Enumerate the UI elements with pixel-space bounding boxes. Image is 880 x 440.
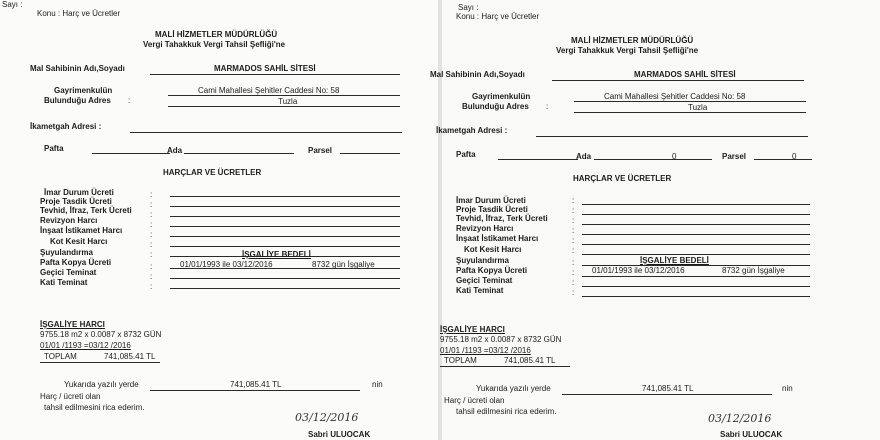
fee-label: Proje Tasdik Ücreti: [40, 197, 112, 206]
fee-line: [582, 286, 810, 287]
parsel-value: 0: [792, 152, 797, 161]
sayi-label: Sayı :: [458, 3, 479, 12]
property-label-1: Gayrimenkulün: [472, 92, 531, 101]
calc-dates: 01/01 /1193 =03/12 /2016: [40, 341, 131, 350]
fee-label: İmar Durum Ücreti: [456, 196, 526, 205]
fee-label: Tevhid, İfraz, Terk Ücreti: [40, 206, 132, 215]
office-title: MALİ HİZMETLER MÜDÜRLÜĞÜ: [571, 36, 694, 45]
calc-formula: 9755.18 m2 x 0.0087 x 8732 GÜN: [40, 330, 162, 339]
fee-line: [170, 196, 400, 197]
fee-line: [582, 214, 810, 215]
total-line: [440, 366, 570, 367]
closing-line2: Harç / ücreti olan: [40, 392, 101, 401]
closing-line: [150, 390, 360, 391]
closing-amount: 741,085.41 TL: [642, 384, 694, 393]
parsel-label: Parsel: [308, 146, 333, 155]
isgaliye-days: 8732 gün İşgaliye: [312, 260, 375, 269]
fee-label: Geçici Teminat: [456, 276, 513, 285]
fee-label: Kati Teminat: [40, 278, 88, 287]
signer-name: Sabri ULUOCAK: [720, 430, 783, 439]
fee-line: [170, 278, 400, 279]
ada-label: Ada: [576, 152, 592, 161]
isgaliye-days: 8732 gün İşgaliye: [722, 266, 785, 275]
fee-label: Şuyulandırma: [456, 256, 509, 265]
signature-date: 03/12/2016: [708, 412, 772, 425]
property-label-2: Bulunduğu Adres: [44, 96, 111, 105]
owner-value: MARMADOS SAHİL SİTESİ: [634, 70, 736, 79]
calc-heading: İŞGALİYE HARCI: [440, 325, 505, 334]
district-line: [168, 106, 400, 107]
owner-line: [150, 74, 400, 75]
calc-dates: 01/01 /1193 =03/12 /2016: [440, 346, 531, 355]
fee-line: [582, 234, 810, 235]
fee-line: [170, 216, 400, 217]
fee-label: Geçici Teminat: [40, 268, 97, 277]
fee-label: Proje Tasdik Ücreti: [456, 205, 528, 214]
pafta-label: Pafta: [456, 150, 476, 159]
fees-title: HARÇLAR VE ÜCRETLER: [163, 168, 262, 177]
owner-line: [552, 80, 804, 81]
closing-line3: tahsil edilmesini rica ederim.: [456, 407, 557, 416]
closing-nin: nin: [782, 384, 793, 393]
konu-label: Konu : Harç ve Ücretler: [37, 9, 121, 18]
fee-line: [170, 226, 400, 227]
property-label-2: Bulunduğu Adres: [462, 102, 529, 111]
closing-line3: tahsil edilmesini rica ederim.: [44, 403, 145, 412]
calc-formula: 9755.18 m2 x 0.0087 x 8732 GÜN: [440, 335, 562, 344]
closing-line1: Yukarıda yazılı yerde: [476, 384, 551, 393]
document-page-left: Sayı : Konu : Harç ve Ücretler MALİ HİZMETLER MÜDÜRLÜĞÜ Vergi Tahakkuk Vergi Tahsil Şefliği'ne Mal Sahibinin Adı,Soyadı MARMADOS SAHİL SİTESİ Gayrimenkulün Bulunduğu Adres : Cami Mahallesi Şehitler Caddesi No: 58 Tuzla İkametgah Adresi : Pafta Ada Parsel HARÇLAR VE ÜCRETLER İmar Durum Ücreti Proje Tasdik Ücreti Tevhid, İfraz, Terk Ücreti Revizyon Harcı İnşaat İstikamet Harcı Kot Kesit Harcı Şuyulandırma Pafta Kopya Ücreti Geçici Teminat Kati Teminat : : : : : : : : : : İŞGALİYE BEDELİ 01/01/1993 ile 03/12/2016 8732 gün İşgaliye İŞGALİYE HARCI 9755.18 m2 x 0.0087 x 8732 GÜN 01/01 /1193 =03/12 /2016 TOPLAM 741,085.41 TL Yukarıda yazılı yerde 741,085.41 TL nin Harç / ücreti olan tahsil edilmesini rica ederim. 03/12/2016 Sabri ULUOCAK: [0, 0, 438, 440]
isgaliye-heading: İŞGALİYE BEDELİ: [242, 250, 311, 259]
fees-title: HARÇLAR VE ÜCRETLER: [573, 174, 672, 183]
ada-line: [594, 159, 712, 160]
property-district: Tuzla: [278, 97, 298, 106]
sayi-label: Sayı :: [2, 0, 23, 9]
fee-line: [170, 288, 400, 289]
pafta-line: [92, 153, 170, 154]
fee-label: Kati Teminat: [456, 286, 504, 295]
ikametgah-label: İkametgah Adresi :: [436, 126, 508, 135]
closing-line2: Harç / ücreti olan: [444, 396, 505, 405]
owner-label: Mal Sahibinin Adı,Soyadı: [30, 64, 125, 73]
fee-line: [170, 206, 400, 207]
isgaliye-period: 01/01/1993 ile 03/12/2016: [592, 266, 685, 275]
fee-line: [582, 204, 810, 205]
owner-value: MARMADOS SAHİL SİTESİ: [214, 64, 316, 73]
address-line: [168, 95, 400, 96]
fee-line: [170, 236, 400, 237]
closing-line: [562, 394, 772, 395]
fee-label: İmar Durum Ücreti: [44, 188, 114, 197]
ada-label: Ada: [167, 146, 183, 155]
fee-label: Pafta Kopya Ücreti: [40, 258, 112, 267]
isgaliye-heading: İŞGALİYE BEDELİ: [640, 256, 709, 265]
fee-label: Pafta Kopya Ücreti: [456, 266, 528, 275]
closing-amount: 741,085.41 TL: [230, 380, 282, 389]
total-value: 741,085.41 TL: [104, 352, 156, 361]
fee-label: Kot Kesit Harcı: [50, 237, 108, 246]
office-subtitle: Vergi Tahakkuk Vergi Tahsil Şefliği'ne: [556, 46, 699, 55]
fee-label: Revizyon Harcı: [40, 216, 98, 225]
owner-label: Mal Sahibinin Adı,Soyadı: [430, 70, 525, 79]
parsel-label: Parsel: [722, 152, 747, 161]
parsel-line: [754, 159, 812, 160]
ikametgah-line: [536, 136, 808, 137]
property-address: Cami Mahallesi Şehitler Caddesi No: 58: [198, 86, 340, 95]
fee-label: Tevhid, İfraz, Terk Ücreti: [456, 214, 548, 223]
fee-label: Şuyulandırma: [40, 248, 93, 257]
property-district: Tuzla: [688, 103, 708, 112]
total-value: 741,085.41 TL: [504, 356, 556, 365]
total-label: TOPLAM: [44, 352, 77, 361]
property-label-1: Gayrimenkulün: [54, 86, 113, 95]
signature-date: 03/12/2016: [295, 411, 359, 424]
calc-heading: İŞGALİYE HARCI: [40, 320, 105, 329]
fee-label: Revizyon Harcı: [456, 224, 514, 233]
ada-value: 0: [672, 152, 677, 161]
konu-label: Konu : Harç ve Ücretler: [456, 12, 540, 21]
ada-line: [184, 153, 294, 154]
closing-line1: Yukarıda yazılı yerde: [64, 380, 139, 389]
fee-line: [582, 254, 810, 255]
fee-label: Kot Kesit Harcı: [464, 245, 522, 254]
ikametgah-label: İkametgah Adresi :: [30, 122, 102, 131]
fee-line: [582, 296, 810, 297]
ikametgah-line: [130, 132, 402, 133]
parsel-line: [340, 153, 400, 154]
closing-nin: nin: [372, 380, 383, 389]
signer-name: Sabri ULUOCAK: [308, 430, 371, 439]
address-line: [574, 101, 806, 102]
fee-label: İnşaat İstikamet Harcı: [40, 226, 123, 235]
fee-line: [170, 246, 400, 247]
office-subtitle: Vergi Tahakkuk Vergi Tahsil Şefliği'ne: [143, 40, 286, 49]
fee-line: [582, 244, 810, 245]
property-address: Cami Mahallesi Şehitler Caddesi No: 58: [604, 92, 746, 101]
isgaliye-period: 01/01/1993 ile 03/12/2016: [180, 260, 273, 269]
total-line: [40, 362, 160, 363]
fee-label: İnşaat İstikamet Harcı: [456, 234, 539, 243]
document-page-right: Sayı : Konu : Harç ve Ücretler MALİ HİZMETLER MÜDÜRLÜĞÜ Vergi Tahakkuk Vergi Tahsil Şefliği'ne Mal Sahibinin Adı,Soyadı MARMADOS SAHİL SİTESİ Gayrimenkulün Bulunduğu Adres : Cami Mahallesi Şehitler Caddesi No: 58 Tuzla İkametgah Adresi : Pafta Ada 0 Parsel 0 HARÇLAR VE ÜCRETLER İmar Durum Ücreti Proje Tasdik Ücreti Tevhid, İfraz, Terk Ücreti Revizyon Harcı İnşaat İstikamet Harcı Kot Kesit Harcı Şuyulandırma Pafta Kopya Ücreti Geçici Teminat Kati Teminat : : : : : : : : : : İŞGALİYE BEDELİ 01/01/1993 ile 03/12/2016 8732 gün İşgaliye İŞGALİYE HARCI 9755.18 m2 x 0.0087 x 8732 GÜN 01/01 /1193 =03/12 /2016 TOPLAM 741,085.41 TL Yukarıda yazılı yerde 741,085.41 TL nin Harç / ücreti olan tahsil edilmesini rica ederim. 03/12/2016 Sabri ULUOCAK: [442, 0, 880, 440]
fee-line: [582, 224, 810, 225]
office-title: MALİ HİZMETLER MÜDÜRLÜĞÜ: [155, 30, 278, 39]
total-label: TOPLAM: [444, 356, 477, 365]
pafta-line: [498, 159, 578, 160]
district-line: [574, 112, 806, 113]
pafta-label: Pafta: [44, 144, 64, 153]
fee-line: [582, 276, 810, 277]
